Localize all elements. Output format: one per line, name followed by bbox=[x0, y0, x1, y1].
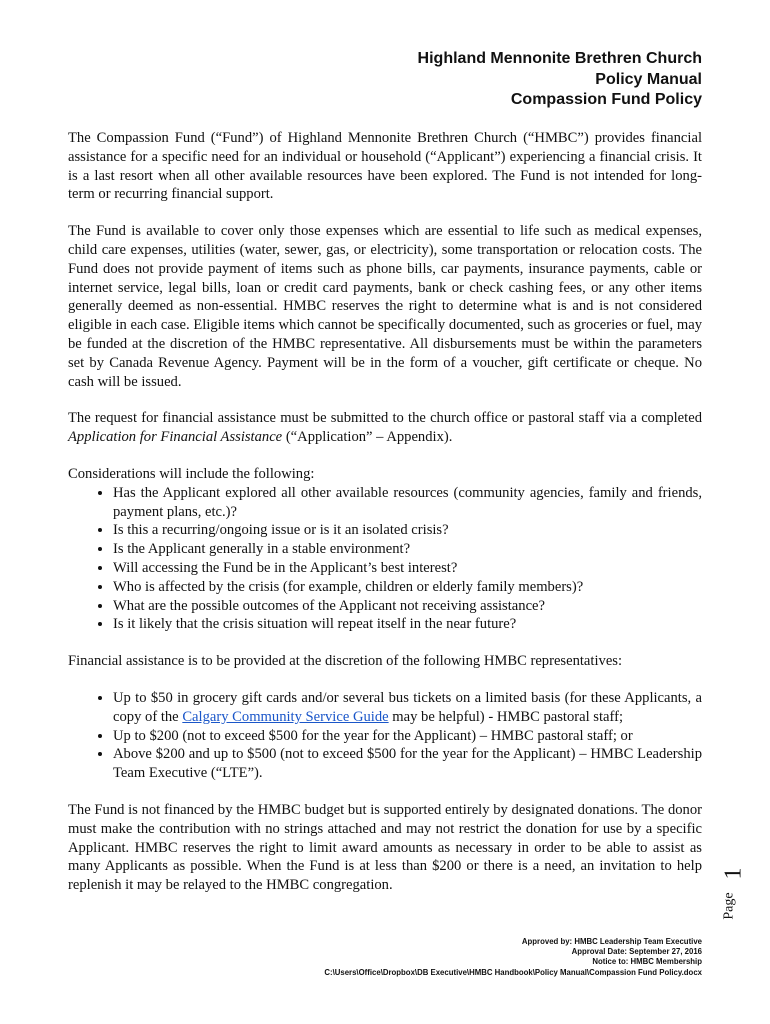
list-item: • Is it likely that the crisis situation will repeat itself in the near future? bbox=[113, 615, 702, 634]
request-text-before: The request for financial assistance must be submitted to the church office or pastoral staff via a completed bbox=[68, 410, 702, 427]
list-item: • Is this a recurring/ongoing issue or is it an isolated crisis? bbox=[113, 521, 702, 540]
considerations-list bbox=[68, 484, 702, 634]
document-header bbox=[418, 49, 702, 111]
list-item: • Up to $200 (not to exceed $500 for the year for the Applicant) – HMBC pastoral staff; or bbox=[113, 727, 702, 746]
list-item: • Above $200 and up to $500 (not to exceed $500 for the year for the Applicant) – HMBC Leadership Team Executive (“LTE”). bbox=[113, 745, 702, 783]
list-item bbox=[113, 689, 702, 727]
community-guide-link[interactable]: Calgary Community Service Guide bbox=[182, 708, 389, 725]
tier1-text-after: may be helpful) - HMBC pastoral staff; bbox=[388, 708, 624, 725]
page-number bbox=[720, 867, 750, 924]
policy-title: Compassion Fund Policy bbox=[510, 91, 702, 108]
eligible-expenses-paragraph: The Fund is available to cover only those expenses which are essential to life such as medical expenses, child care expenses, utilities (water, sewer, gas, or electricity), some transportation or relocation costs. The Fund does not provide payment of items such as phone bills, car payments, insurance payments, cable or internet service, legal bills, loan or credit card payments, bank or check cashing fees, or any other items generally deemed as non-essential. HMBC reserves the right to determine what is and is not considered eligible in each case. Eligible items which cannot be specifically documented, such as groceries or fuel, may be funded at the discretion of the HMBC representative. All disbursements must be within the parameters set by Canada Revenue Agency. Payment will be in the form of a voucher, gift certificate or cheque. No cash will be issued. bbox=[68, 223, 702, 390]
discretion-intro: Financial assistance is to be provided at the discretion of the following HMBC representatives: bbox=[68, 653, 623, 670]
church-name: Highland Mennonite Brethren Church bbox=[417, 50, 702, 67]
list-item: • Has the Applicant explored all other available resources (community agencies, family and friends, payment plans, etc.)? bbox=[113, 484, 702, 522]
request-text-after: (“Application” – Appendix). bbox=[282, 429, 453, 446]
list-item: • Will accessing the Fund be in the Applicant’s best interest? bbox=[113, 559, 702, 578]
assistance-tiers-list bbox=[68, 689, 702, 783]
file-path: C:\Users\Office\Dropbox\DB Executive\HMBC Handbook\Policy Manual\Compassion Fund Policy.docx bbox=[324, 967, 702, 977]
funding-paragraph: The Fund is not financed by the HMBC budget but is supported entirely by designated donations. The donor must make the contribution with no strings attached and may not restrict the donation for use by a specific Applicant. HMBC reserves the right to limit award amounts as necessary in order to be able to assist as many Applicants as possible. When the Fund is at less than $200 or there is a need, an invitation to help replenish it may be relayed to the HMBC congregation. bbox=[68, 801, 702, 894]
list-item: • What are the possible outcomes of the Applicant not receiving assistance? bbox=[113, 597, 702, 616]
tier1-text-before: Up to $50 in grocery gift cards and/or several bus tickets on a limited basis (for these Applicants, a copy of the bbox=[113, 689, 702, 725]
manual-name: Policy Manual bbox=[595, 70, 702, 88]
intro-paragraph: The Compassion Fund (“Fund”) of Highland Mennonite Brethren Church (“HMBC”) provides financial assistance for a specific need for an individual or household (“Applicant”) experiencing a financial crisis. It is a last resort when all other available resources have been explored. The Fund is not intended for long-term or recurring financial support. bbox=[68, 130, 702, 203]
request-paragraph bbox=[68, 409, 702, 447]
page-number-value: 1 bbox=[720, 867, 747, 880]
document-footer bbox=[324, 937, 702, 978]
page-label: Page bbox=[721, 892, 737, 920]
notice-to: Notice to: HMBC Membership bbox=[592, 957, 702, 967]
list-item: • Who is affected by the crisis (for example, children or elderly family members)? bbox=[113, 578, 702, 597]
considerations-intro: Considerations will include the following: bbox=[68, 465, 315, 482]
approval-date: Approval Date: September 27, 2016 bbox=[571, 947, 702, 957]
approved-by: Approved by: HMBC Leadership Team Executive bbox=[521, 937, 702, 946]
application-form-name: Application for Financial Assistance bbox=[68, 429, 283, 446]
document-body bbox=[68, 129, 702, 913]
list-item: • Is the Applicant generally in a stable environment? bbox=[113, 540, 702, 559]
